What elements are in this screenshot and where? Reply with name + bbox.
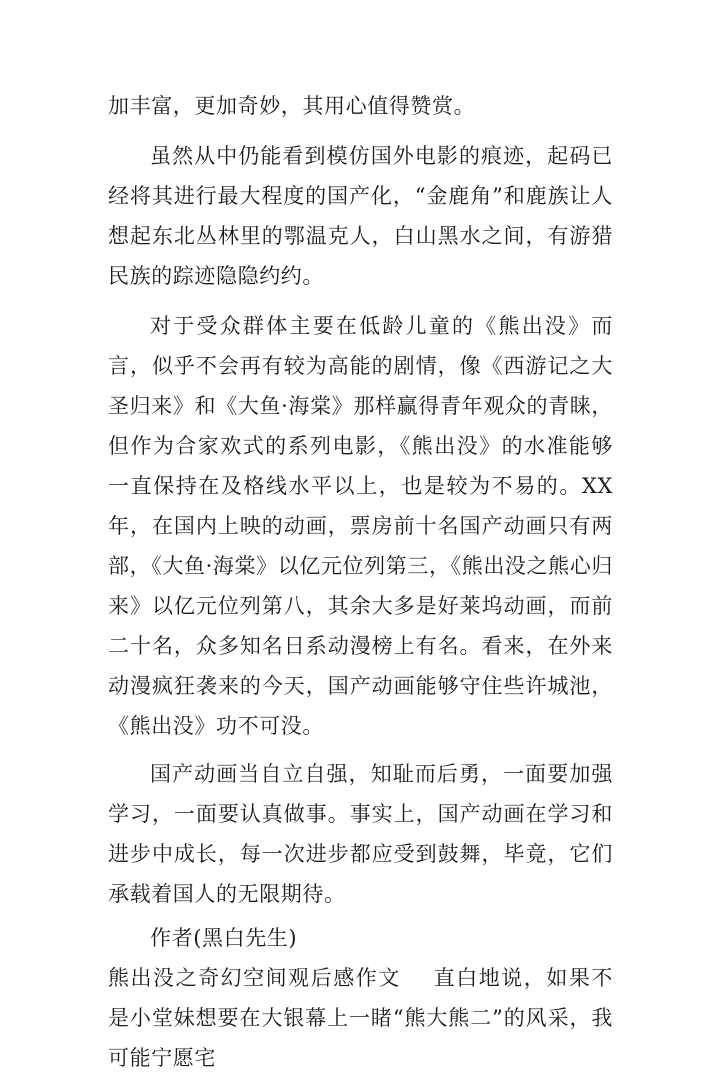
paragraph-imitation: 虽然从中仍能看到模仿国外电影的痕迹，起码已经将其进行最大程度的国产化，“金鹿角”和鹿族让人想起东北丛林里的鄂温克人，白山黑水之间，有游猎民族的踪迹隐隐约约。 <box>108 144 613 288</box>
author-line: 作者(黑白先生) <box>150 926 298 950</box>
paragraph-continuation: 加丰富，更加奇妙，其用心值得赞赏。 <box>108 94 476 118</box>
paragraph-self-reliance: 国产动画当自立自强，知耻而后勇，一面要加强学习，一面要认真做事。事实上，国产动画在学习和进步中成长，每一次进步都应受到鼓舞，毕竟，它们承载着国人的无限期待。 <box>108 762 613 906</box>
essay-opening: 直白地说，如果不是小堂妹想要在大银幕上一睹“熊大熊二”的风采，我可能宁愿宅 <box>108 966 613 1070</box>
document-page <box>108 86 613 1078</box>
essay-heading-line <box>108 958 613 1078</box>
essay-title: 熊出没之奇幻空间观后感作文 <box>108 966 401 990</box>
paragraph-audience: 对于受众群体主要在低龄儿童的《熊出没》而言，似乎不会再有较为高能的剧情，像《西游记之大圣归来》和《大鱼·海棠》那样赢得青年观众的青睐，但作为合家欢式的系列电影，《熊出没》的水准能够一直保持在及格线水平以上，也是较为不易的。XX年，在国内上映的动画，票房前十名国产动画只有两部，《大鱼·海棠》以亿元位列第三，《熊出没之熊心归来》以亿元位列第八，其余大多是好莱坞动画，而前二十名，众多知名日系动漫榜上有名。看来，在外来动漫疯狂袭来的今天，国产动画能够守住些许城池，《熊出没》功不可没。 <box>108 314 613 738</box>
